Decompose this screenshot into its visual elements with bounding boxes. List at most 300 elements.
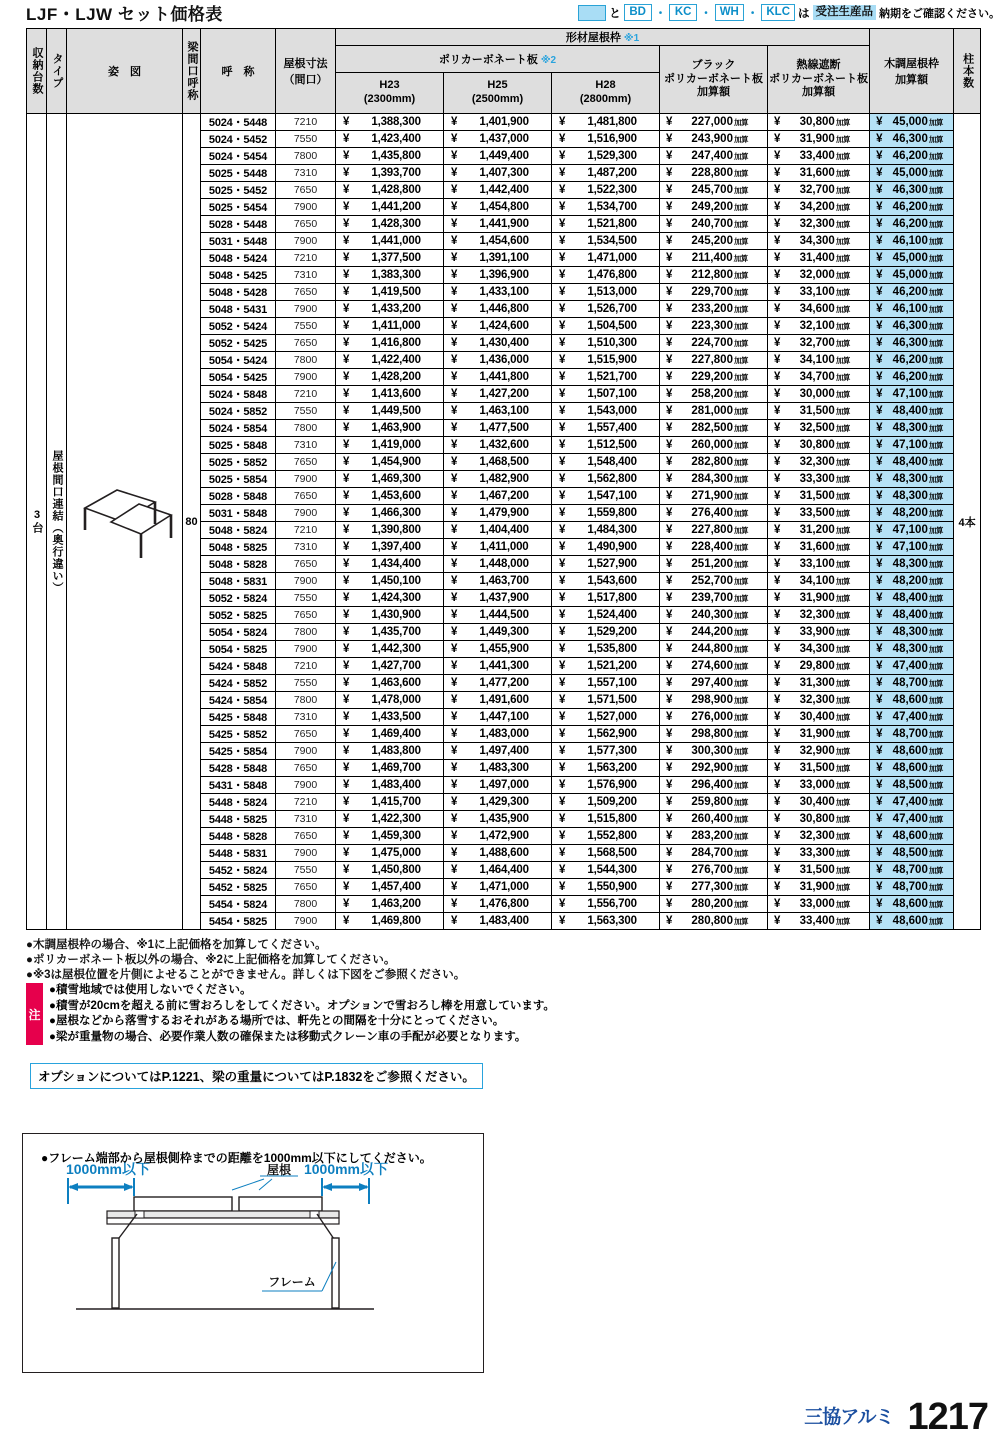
cell-price-h28: ¥ 1,521,200 bbox=[552, 658, 660, 675]
yen-sign: ¥ bbox=[343, 133, 350, 145]
kasan-suffix: 加算 bbox=[733, 390, 748, 399]
yen-sign: ¥ bbox=[343, 745, 350, 757]
cell-black-polycarb-add: ¥ 297,400加算 bbox=[660, 675, 768, 692]
cell-price-h28: ¥ 1,544,300 bbox=[552, 862, 660, 879]
yen-sign: ¥ bbox=[559, 643, 566, 655]
yen-sign: ¥ bbox=[666, 286, 673, 298]
kasan-suffix: 加算 bbox=[835, 254, 850, 263]
cell-price-h25: ¥ 1,446,800 bbox=[444, 301, 552, 318]
yen-sign: ¥ bbox=[343, 898, 350, 910]
storage-count-label: 収納台数 bbox=[31, 47, 43, 95]
yen-sign: ¥ bbox=[451, 337, 458, 349]
col-header-type bbox=[47, 29, 67, 114]
cell-wood-roof-add: ¥ 46,200加算 bbox=[870, 352, 954, 369]
kasan-suffix: 加算 bbox=[733, 611, 748, 620]
cell-black-polycarb-add: ¥ 274,600加算 bbox=[660, 658, 768, 675]
yen-sign: ¥ bbox=[559, 915, 566, 927]
kasan-suffix: 加算 bbox=[733, 560, 748, 569]
cell-price-h28: ¥ 1,517,800 bbox=[552, 590, 660, 607]
kasan-suffix: 加算 bbox=[733, 475, 748, 484]
black-line3: 加算額 bbox=[697, 86, 730, 99]
kasan-suffix: 加算 bbox=[835, 407, 850, 416]
col-header-name: 呼 称 bbox=[201, 29, 276, 114]
notes-block bbox=[26, 938, 726, 983]
cell-black-polycarb-add: ¥ 212,800加算 bbox=[660, 267, 768, 284]
roof-dim-line2: （間口） bbox=[283, 74, 328, 86]
cell-price-h23: ¥ 1,413,600 bbox=[336, 386, 444, 403]
cell-heat-polycarb-add: ¥ 32,700加算 bbox=[768, 335, 870, 352]
yen-sign: ¥ bbox=[559, 150, 566, 162]
kasan-suffix: 加算 bbox=[835, 526, 850, 535]
cell-roof-dim: 7650 bbox=[276, 488, 336, 505]
cell-heat-polycarb-add: ¥ 31,900加算 bbox=[768, 726, 870, 743]
cell-roof-dim: 7650 bbox=[276, 726, 336, 743]
yen-sign: ¥ bbox=[774, 609, 781, 621]
yen-sign: ¥ bbox=[876, 711, 883, 723]
yen-sign: ¥ bbox=[451, 422, 458, 434]
yen-sign: ¥ bbox=[451, 269, 458, 281]
cell-black-polycarb-add: ¥ 229,700加算 bbox=[660, 284, 768, 301]
kasan-suffix: 加算 bbox=[928, 220, 943, 229]
cell-roof-dim: 7210 bbox=[276, 386, 336, 403]
yen-sign: ¥ bbox=[451, 762, 458, 774]
cell-name: 5048・5428 bbox=[201, 284, 276, 301]
cell-heat-polycarb-add: ¥ 32,300加算 bbox=[768, 216, 870, 233]
diagram-label-left: 1000mm以下 bbox=[65, 1161, 151, 1177]
cell-wood-roof-add: ¥ 48,700加算 bbox=[870, 675, 954, 692]
cell-wood-roof-add: ¥ 47,100加算 bbox=[870, 386, 954, 403]
cell-wood-roof-add: ¥ 46,100加算 bbox=[870, 301, 954, 318]
yen-sign: ¥ bbox=[451, 711, 458, 723]
yen-sign: ¥ bbox=[343, 779, 350, 791]
cell-price-h23: ¥ 1,453,600 bbox=[336, 488, 444, 505]
cell-name: 5048・5425 bbox=[201, 267, 276, 284]
yen-sign: ¥ bbox=[666, 779, 673, 791]
cell-price-h25: ¥ 1,441,800 bbox=[444, 369, 552, 386]
kasan-suffix: 加算 bbox=[928, 696, 943, 705]
kasan-suffix: 加算 bbox=[928, 441, 943, 450]
yen-sign: ¥ bbox=[666, 422, 673, 434]
yen-sign: ¥ bbox=[451, 881, 458, 893]
cell-wood-roof-add: ¥ 48,200加算 bbox=[870, 573, 954, 590]
cell-price-h23: ¥ 1,411,000 bbox=[336, 318, 444, 335]
yen-sign: ¥ bbox=[774, 252, 781, 264]
kasan-suffix: 加算 bbox=[928, 883, 943, 892]
yen-sign: ¥ bbox=[774, 677, 781, 689]
yen-sign: ¥ bbox=[451, 694, 458, 706]
cell-price-h23: ¥ 1,466,300 bbox=[336, 505, 444, 522]
yen-sign: ¥ bbox=[559, 830, 566, 842]
cell-black-polycarb-add: ¥ 244,200加算 bbox=[660, 624, 768, 641]
kasan-suffix: 加算 bbox=[928, 305, 943, 314]
cell-name: 5024・5452 bbox=[201, 131, 276, 148]
yen-sign: ¥ bbox=[774, 558, 781, 570]
yen-sign: ¥ bbox=[559, 524, 566, 536]
yen-sign: ¥ bbox=[451, 116, 458, 128]
yen-sign: ¥ bbox=[559, 422, 566, 434]
yen-sign: ¥ bbox=[559, 881, 566, 893]
yen-sign: ¥ bbox=[559, 609, 566, 621]
kasan-suffix: 加算 bbox=[733, 900, 748, 909]
kasan-suffix: 加算 bbox=[928, 373, 943, 382]
cell-roof-dim: 7310 bbox=[276, 165, 336, 182]
kasan-suffix: 加算 bbox=[835, 849, 850, 858]
cell-price-h28: ¥ 1,543,600 bbox=[552, 573, 660, 590]
yen-sign: ¥ bbox=[666, 881, 673, 893]
cell-black-polycarb-add: ¥ 280,200加算 bbox=[660, 896, 768, 913]
legend-ha-text: は bbox=[798, 7, 810, 20]
cell-price-h28: ¥ 1,548,400 bbox=[552, 454, 660, 471]
yen-sign: ¥ bbox=[451, 184, 458, 196]
yen-sign: ¥ bbox=[343, 541, 350, 553]
cell-wood-roof-add: ¥ 46,200加算 bbox=[870, 369, 954, 386]
cell-price-h28: ¥ 1,529,300 bbox=[552, 148, 660, 165]
kasan-suffix: 加算 bbox=[835, 509, 850, 518]
kasan-suffix: 加算 bbox=[928, 339, 943, 348]
type-value: 屋根間口連結（奥行違い） bbox=[51, 449, 63, 594]
kasan-suffix: 加算 bbox=[733, 305, 748, 314]
h23-label: H23 bbox=[379, 79, 400, 92]
kasan-suffix: 加算 bbox=[835, 917, 850, 926]
kasan-suffix: 加算 bbox=[835, 781, 850, 790]
cell-name: 5025・5848 bbox=[201, 437, 276, 454]
yen-sign: ¥ bbox=[559, 677, 566, 689]
kasan-suffix: 加算 bbox=[928, 492, 943, 501]
cell-heat-polycarb-add: ¥ 31,200加算 bbox=[768, 522, 870, 539]
yen-sign: ¥ bbox=[774, 490, 781, 502]
cell-heat-polycarb-add: ¥ 33,400加算 bbox=[768, 913, 870, 930]
cell-roof-dim: 7210 bbox=[276, 250, 336, 267]
wood-roof-line1: 木調屋根枠 bbox=[884, 58, 940, 70]
cell-black-polycarb-add: ¥ 280,800加算 bbox=[660, 913, 768, 930]
yen-sign: ¥ bbox=[451, 898, 458, 910]
yen-sign: ¥ bbox=[666, 575, 673, 587]
yen-sign: ¥ bbox=[451, 728, 458, 740]
cell-black-polycarb-add: ¥ 276,000加算 bbox=[660, 709, 768, 726]
cell-price-h23: ¥ 1,415,700 bbox=[336, 794, 444, 811]
cell-price-h28: ¥ 1,476,800 bbox=[552, 267, 660, 284]
cell-price-h25: ¥ 1,430,400 bbox=[444, 335, 552, 352]
yen-sign: ¥ bbox=[666, 167, 673, 179]
cell-black-polycarb-add: ¥ 298,800加算 bbox=[660, 726, 768, 743]
kasan-suffix: 加算 bbox=[835, 662, 850, 671]
kasan-suffix: 加算 bbox=[835, 679, 850, 688]
caution-line-2: ●積雪が20cmを超える前に雪おろしをしてください。オプションで雪おろし棒を用意しています。 bbox=[49, 999, 555, 1012]
yen-sign: ¥ bbox=[343, 626, 350, 638]
cell-roof-dim: 7210 bbox=[276, 522, 336, 539]
yen-sign: ¥ bbox=[774, 354, 781, 366]
cell-price-h28: ¥ 1,481,800 bbox=[552, 114, 660, 131]
kasan-suffix: 加算 bbox=[733, 458, 748, 467]
kasan-suffix: 加算 bbox=[928, 747, 943, 756]
yen-sign: ¥ bbox=[774, 660, 781, 672]
cell-price-h25: ¥ 1,449,300 bbox=[444, 624, 552, 641]
cell-name: 5028・5848 bbox=[201, 488, 276, 505]
cell-price-h25: ¥ 1,424,600 bbox=[444, 318, 552, 335]
yen-sign: ¥ bbox=[666, 745, 673, 757]
yen-sign: ¥ bbox=[774, 456, 781, 468]
kasan-suffix: 加算 bbox=[733, 917, 748, 926]
yen-sign: ¥ bbox=[559, 762, 566, 774]
cell-roof-dim: 7900 bbox=[276, 777, 336, 794]
yen-sign: ¥ bbox=[666, 456, 673, 468]
cell-roof-dim: 7800 bbox=[276, 896, 336, 913]
kasan-suffix: 加算 bbox=[733, 169, 748, 178]
yen-sign: ¥ bbox=[666, 915, 673, 927]
cell-wood-roof-add: ¥ 48,600加算 bbox=[870, 760, 954, 777]
kasan-suffix: 加算 bbox=[928, 645, 943, 654]
cell-price-h25: ¥ 1,483,400 bbox=[444, 913, 552, 930]
yen-sign: ¥ bbox=[451, 388, 458, 400]
cell-price-h25: ¥ 1,441,900 bbox=[444, 216, 552, 233]
yen-sign: ¥ bbox=[876, 320, 883, 332]
code-chip-klc: KLC bbox=[761, 4, 795, 21]
cell-black-polycarb-add: ¥ 284,700加算 bbox=[660, 845, 768, 862]
kasan-suffix: 加算 bbox=[928, 900, 943, 909]
cell-black-polycarb-add: ¥ 251,200加算 bbox=[660, 556, 768, 573]
cell-name: 5031・5848 bbox=[201, 505, 276, 522]
kasan-suffix: 加算 bbox=[835, 747, 850, 756]
cell-price-h23: ¥ 1,450,100 bbox=[336, 573, 444, 590]
yen-sign: ¥ bbox=[876, 524, 883, 536]
yen-sign: ¥ bbox=[774, 847, 781, 859]
cell-wood-roof-add: ¥ 47,400加算 bbox=[870, 794, 954, 811]
yen-sign: ¥ bbox=[559, 898, 566, 910]
cell-price-h25: ¥ 1,427,200 bbox=[444, 386, 552, 403]
cell-wood-roof-add: ¥ 46,100加算 bbox=[870, 233, 954, 250]
note-line-2: ●ポリカーボネート板以外の場合、※2に上記価格を加算してください。 bbox=[26, 954, 396, 966]
cell-name: 5024・5454 bbox=[201, 148, 276, 165]
yen-sign: ¥ bbox=[559, 541, 566, 553]
cell-name: 5024・5848 bbox=[201, 386, 276, 403]
yen-sign: ¥ bbox=[559, 439, 566, 451]
cell-roof-dim: 7650 bbox=[276, 760, 336, 777]
cell-type bbox=[47, 114, 67, 930]
cell-price-h28: ¥ 1,487,200 bbox=[552, 165, 660, 182]
yen-sign: ¥ bbox=[666, 235, 673, 247]
kasan-suffix: 加算 bbox=[835, 339, 850, 348]
yen-sign: ¥ bbox=[876, 626, 883, 638]
cell-price-h25: ¥ 1,488,600 bbox=[444, 845, 552, 862]
storage-count-value: 3台 bbox=[31, 509, 43, 534]
yen-sign: ¥ bbox=[774, 507, 781, 519]
yen-sign: ¥ bbox=[876, 796, 883, 808]
cell-price-h23: ¥ 1,449,500 bbox=[336, 403, 444, 420]
legend-and-text: と bbox=[609, 7, 621, 20]
cell-wood-roof-add: ¥ 46,300加算 bbox=[870, 335, 954, 352]
cell-black-polycarb-add: ¥ 227,000加算 bbox=[660, 114, 768, 131]
cell-black-polycarb-add: ¥ 249,200加算 bbox=[660, 199, 768, 216]
kasan-suffix: 加算 bbox=[733, 254, 748, 263]
cell-price-h28: ¥ 1,571,500 bbox=[552, 692, 660, 709]
cell-price-h25: ¥ 1,396,900 bbox=[444, 267, 552, 284]
yen-sign: ¥ bbox=[774, 524, 781, 536]
yen-sign: ¥ bbox=[559, 745, 566, 757]
yen-sign: ¥ bbox=[343, 252, 350, 264]
code-chip-wh: WH bbox=[715, 4, 744, 21]
kasan-suffix: 加算 bbox=[835, 594, 850, 603]
kasan-suffix: 加算 bbox=[928, 917, 943, 926]
cell-heat-polycarb-add: ¥ 31,900加算 bbox=[768, 590, 870, 607]
cell-wood-roof-add: ¥ 48,300加算 bbox=[870, 420, 954, 437]
kasan-suffix: 加算 bbox=[928, 832, 943, 841]
carport-illustration bbox=[71, 462, 179, 582]
kasan-suffix: 加算 bbox=[928, 322, 943, 331]
cell-heat-polycarb-add: ¥ 31,500加算 bbox=[768, 488, 870, 505]
kasan-suffix: 加算 bbox=[835, 815, 850, 824]
cell-name: 5025・5448 bbox=[201, 165, 276, 182]
yen-sign: ¥ bbox=[876, 864, 883, 876]
kasan-suffix: 加算 bbox=[835, 798, 850, 807]
caution-line-3: ●屋根などから落雪するおそれがある場所では、軒先との間隔を十分にとってください。 bbox=[49, 1015, 505, 1027]
cell-roof-dim: 7900 bbox=[276, 471, 336, 488]
cell-price-h23: ¥ 1,383,300 bbox=[336, 267, 444, 284]
kasan-suffix: 加算 bbox=[733, 866, 748, 875]
cell-name: 5025・5454 bbox=[201, 199, 276, 216]
cell-roof-dim: 7900 bbox=[276, 913, 336, 930]
kasan-suffix: 加算 bbox=[835, 764, 850, 773]
cell-heat-polycarb-add: ¥ 34,700加算 bbox=[768, 369, 870, 386]
kasan-suffix: 加算 bbox=[733, 339, 748, 348]
yen-sign: ¥ bbox=[876, 201, 883, 213]
yen-sign: ¥ bbox=[559, 252, 566, 264]
yen-sign: ¥ bbox=[774, 915, 781, 927]
polycarb-ref-marker: ※2 bbox=[540, 55, 557, 66]
cell-black-polycarb-add: ¥ 276,700加算 bbox=[660, 862, 768, 879]
kasan-suffix: 加算 bbox=[928, 594, 943, 603]
kasan-suffix: 加算 bbox=[835, 560, 850, 569]
yen-sign: ¥ bbox=[666, 898, 673, 910]
yen-sign: ¥ bbox=[451, 660, 458, 672]
yen-sign: ¥ bbox=[774, 201, 781, 213]
yen-sign: ¥ bbox=[451, 218, 458, 230]
yen-sign: ¥ bbox=[876, 898, 883, 910]
cell-black-polycarb-add: ¥ 298,900加算 bbox=[660, 692, 768, 709]
yen-sign: ¥ bbox=[451, 371, 458, 383]
yen-sign: ¥ bbox=[451, 303, 458, 315]
yen-sign: ¥ bbox=[343, 218, 350, 230]
yen-sign: ¥ bbox=[451, 405, 458, 417]
frame-roof-label: 形材屋根枠 bbox=[565, 32, 621, 44]
yen-sign: ¥ bbox=[774, 337, 781, 349]
yen-sign: ¥ bbox=[774, 422, 781, 434]
cell-price-h25: ¥ 1,411,000 bbox=[444, 539, 552, 556]
cell-price-h28: ¥ 1,559,800 bbox=[552, 505, 660, 522]
cell-price-h28: ¥ 1,516,900 bbox=[552, 131, 660, 148]
cell-black-polycarb-add: ¥ 259,800加算 bbox=[660, 794, 768, 811]
cell-price-h25: ¥ 1,432,600 bbox=[444, 437, 552, 454]
yen-sign: ¥ bbox=[876, 558, 883, 570]
col-header-frame-roof-group bbox=[336, 29, 870, 46]
yen-sign: ¥ bbox=[559, 796, 566, 808]
yen-sign: ¥ bbox=[876, 371, 883, 383]
yen-sign: ¥ bbox=[876, 745, 883, 757]
cell-black-polycarb-add: ¥ 223,300加算 bbox=[660, 318, 768, 335]
beam-span-label: 梁間口呼称 bbox=[186, 41, 198, 101]
cell-wood-roof-add: ¥ 47,400加算 bbox=[870, 811, 954, 828]
yen-sign: ¥ bbox=[343, 337, 350, 349]
cell-price-h23: ¥ 1,419,500 bbox=[336, 284, 444, 301]
yen-sign: ¥ bbox=[451, 779, 458, 791]
kasan-suffix: 加算 bbox=[733, 492, 748, 501]
cell-heat-polycarb-add: ¥ 31,900加算 bbox=[768, 131, 870, 148]
cell-price-h25: ¥ 1,497,400 bbox=[444, 743, 552, 760]
yen-sign: ¥ bbox=[774, 643, 781, 655]
yen-sign: ¥ bbox=[343, 643, 350, 655]
col-header-black-polycarb bbox=[660, 46, 768, 114]
cell-roof-dim: 7900 bbox=[276, 505, 336, 522]
cell-name: 5048・5824 bbox=[201, 522, 276, 539]
cell-roof-dim: 7650 bbox=[276, 454, 336, 471]
cell-roof-dim: 7210 bbox=[276, 794, 336, 811]
heat-line1: 熱線遮断 bbox=[796, 58, 841, 71]
cell-wood-roof-add: ¥ 48,500加算 bbox=[870, 777, 954, 794]
cell-name: 5054・5824 bbox=[201, 624, 276, 641]
heat-line3: 加算額 bbox=[802, 86, 836, 99]
yen-sign: ¥ bbox=[559, 371, 566, 383]
yen-sign: ¥ bbox=[343, 677, 350, 689]
yen-sign: ¥ bbox=[451, 354, 458, 366]
cell-price-h23: ¥ 1,428,200 bbox=[336, 369, 444, 386]
cell-price-h23: ¥ 1,469,800 bbox=[336, 913, 444, 930]
cell-price-h28: ¥ 1,547,100 bbox=[552, 488, 660, 505]
yen-sign: ¥ bbox=[559, 813, 566, 825]
yen-sign: ¥ bbox=[343, 150, 350, 162]
yen-sign: ¥ bbox=[451, 201, 458, 213]
yen-sign: ¥ bbox=[666, 728, 673, 740]
cell-roof-dim: 7650 bbox=[276, 607, 336, 624]
kasan-suffix: 加算 bbox=[835, 441, 850, 450]
cell-wood-roof-add: ¥ 48,300加算 bbox=[870, 641, 954, 658]
cell-price-h28: ¥ 1,527,900 bbox=[552, 556, 660, 573]
cell-roof-dim: 7550 bbox=[276, 403, 336, 420]
cell-black-polycarb-add: ¥ 229,200加算 bbox=[660, 369, 768, 386]
cell-wood-roof-add: ¥ 48,400加算 bbox=[870, 590, 954, 607]
yen-sign: ¥ bbox=[774, 133, 781, 145]
yen-sign: ¥ bbox=[774, 184, 781, 196]
cell-price-h23: ¥ 1,478,000 bbox=[336, 692, 444, 709]
yen-sign: ¥ bbox=[876, 779, 883, 791]
cell-heat-polycarb-add: ¥ 33,000加算 bbox=[768, 777, 870, 794]
kasan-suffix: 加算 bbox=[928, 764, 943, 773]
cell-price-h25: ¥ 1,483,000 bbox=[444, 726, 552, 743]
cell-price-h23: ¥ 1,459,300 bbox=[336, 828, 444, 845]
yen-sign: ¥ bbox=[666, 371, 673, 383]
cell-wood-roof-add: ¥ 46,200加算 bbox=[870, 284, 954, 301]
yen-sign: ¥ bbox=[451, 847, 458, 859]
yen-sign: ¥ bbox=[451, 830, 458, 842]
cell-roof-dim: 7800 bbox=[276, 692, 336, 709]
kasan-suffix: 加算 bbox=[733, 883, 748, 892]
cell-price-h23: ¥ 1,377,500 bbox=[336, 250, 444, 267]
cell-name: 5448・5828 bbox=[201, 828, 276, 845]
yen-sign: ¥ bbox=[774, 830, 781, 842]
page-footer bbox=[804, 1395, 988, 1438]
cell-wood-roof-add: ¥ 46,300加算 bbox=[870, 318, 954, 335]
cell-roof-dim: 7650 bbox=[276, 556, 336, 573]
cell-price-h25: ¥ 1,441,300 bbox=[444, 658, 552, 675]
cell-name: 5425・5852 bbox=[201, 726, 276, 743]
diagram-label-frame: フレーム bbox=[268, 1275, 316, 1289]
cell-wood-roof-add: ¥ 45,000加算 bbox=[870, 250, 954, 267]
cell-price-h23: ¥ 1,422,400 bbox=[336, 352, 444, 369]
kasan-suffix: 加算 bbox=[928, 152, 943, 161]
cell-price-h25: ¥ 1,429,300 bbox=[444, 794, 552, 811]
kasan-suffix: 加算 bbox=[733, 135, 748, 144]
yen-sign: ¥ bbox=[343, 609, 350, 621]
cell-name: 5048・5431 bbox=[201, 301, 276, 318]
cell-roof-dim: 7310 bbox=[276, 437, 336, 454]
